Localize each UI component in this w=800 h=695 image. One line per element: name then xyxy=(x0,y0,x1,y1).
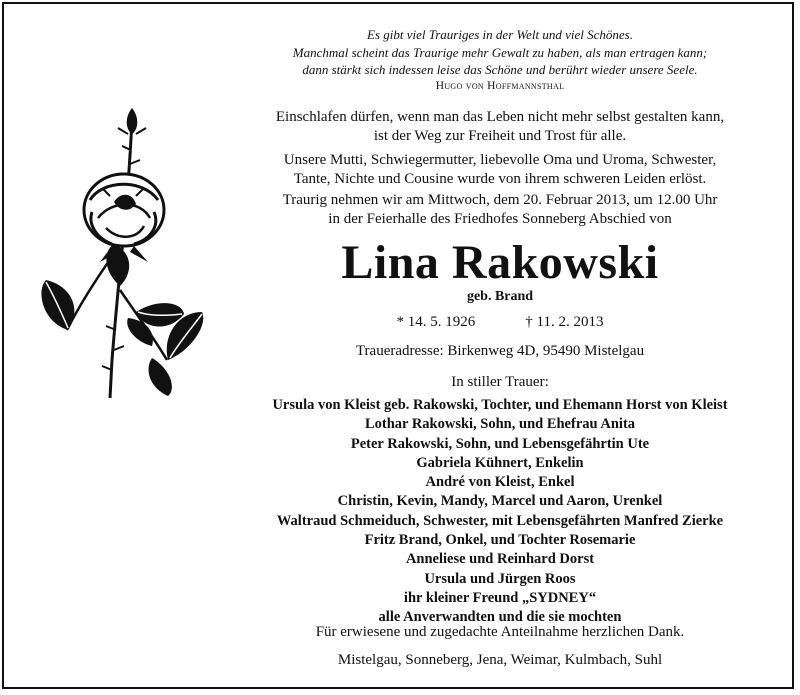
mourner-entry: Peter Rakowski, Sohn, und Lebensgefährtin Ute xyxy=(350,435,650,452)
mourner-entry: alle Anverwandten und die sie mochten xyxy=(378,609,622,626)
intro-line: Unsere Mutti, Schwiegermutter, liebevolle Oma und Uroma, Schwester, xyxy=(283,152,717,168)
rose-icon xyxy=(32,100,212,400)
maiden-name: geb. Brand xyxy=(466,289,534,304)
life-dates xyxy=(240,314,760,331)
mourner-entry: Fritz Brand, Onkel, und Tochter Rosemarie xyxy=(364,532,636,549)
mourner-entry: ihr kleiner Freund „SYDNEY“ xyxy=(403,589,597,606)
mourner-entry: Waltraud Schmeiduch, Schwester, mit Lebensgefährten Manfred Zierke xyxy=(276,512,724,529)
intro-line: Traurig nehmen wir am Mittwoch, dem 20. Februar 2013, um 12.00 Uhr xyxy=(282,192,718,208)
quote-line: Es gibt viel Trauriges in der Welt und viel Schönes. xyxy=(367,27,633,42)
intro-paragraph-1 xyxy=(240,108,760,146)
mourner-entry: Anneliese und Reinhard Dorst xyxy=(405,551,595,568)
mourner-entry: Ursula und Jürgen Roos xyxy=(424,570,576,587)
intro-paragraph-2 xyxy=(240,151,760,189)
mourning-address: Traueradresse: Birkenweg 4D, 95490 Mistelgau xyxy=(355,343,645,359)
mourner-entry: Lothar Rakowski, Sohn, und Ehefrau Anita xyxy=(364,416,636,433)
thanks-note: Für erwiesene und zugedachte Anteilnahme herzlichen Dank. xyxy=(315,624,685,640)
intro-line: Tante, Nichte und Cousine wurde von ihrem schweren Leiden erlöst. xyxy=(293,171,707,187)
deceased-name: Lina Rakowski xyxy=(341,236,659,289)
birth-date: * 14. 5. 1926 xyxy=(396,314,476,330)
quote-line: Manchmal scheint das Traurige mehr Gewalt zu haben, als man ertragen kann; xyxy=(292,44,708,60)
quote-line: dann stärkt sich indessen leise das Schöne und berührt wieder unsere Seele. xyxy=(302,62,698,77)
mourners-list xyxy=(200,396,800,628)
intro-line: Einschlafen dürfen, wenn man das Leben nicht mehr selbst gestalten kann, xyxy=(275,109,725,125)
death-date: † 11. 2. 2013 xyxy=(525,314,604,330)
mourning-intro: In stiller Trauer: xyxy=(451,374,549,390)
mourner-entry: Ursula von Kleist geb. Rakowski, Tochter, und Ehemann Horst von Kleist xyxy=(272,397,728,413)
mourner-entry: André von Kleist, Enkel xyxy=(425,474,575,491)
mourner-entry: Gabriela Kühnert, Enkelin xyxy=(416,454,584,471)
quote-author: Hugo von Hoffmannsthal xyxy=(435,80,565,92)
places-line: Mistelgau, Sonneberg, Jena, Weimar, Kulmbach, Suhl xyxy=(337,652,663,668)
opening-quote xyxy=(250,26,750,79)
intro-line: in der Feierhalle des Friedhofes Sonneberg Abschied von xyxy=(328,211,672,227)
intro-paragraph-3 xyxy=(240,191,760,229)
intro-line: ist der Weg zur Freiheit und Trost für alle. xyxy=(373,128,627,144)
mourner-entry: Christin, Kevin, Mandy, Marcel und Aaron, Urenkel xyxy=(337,493,663,510)
